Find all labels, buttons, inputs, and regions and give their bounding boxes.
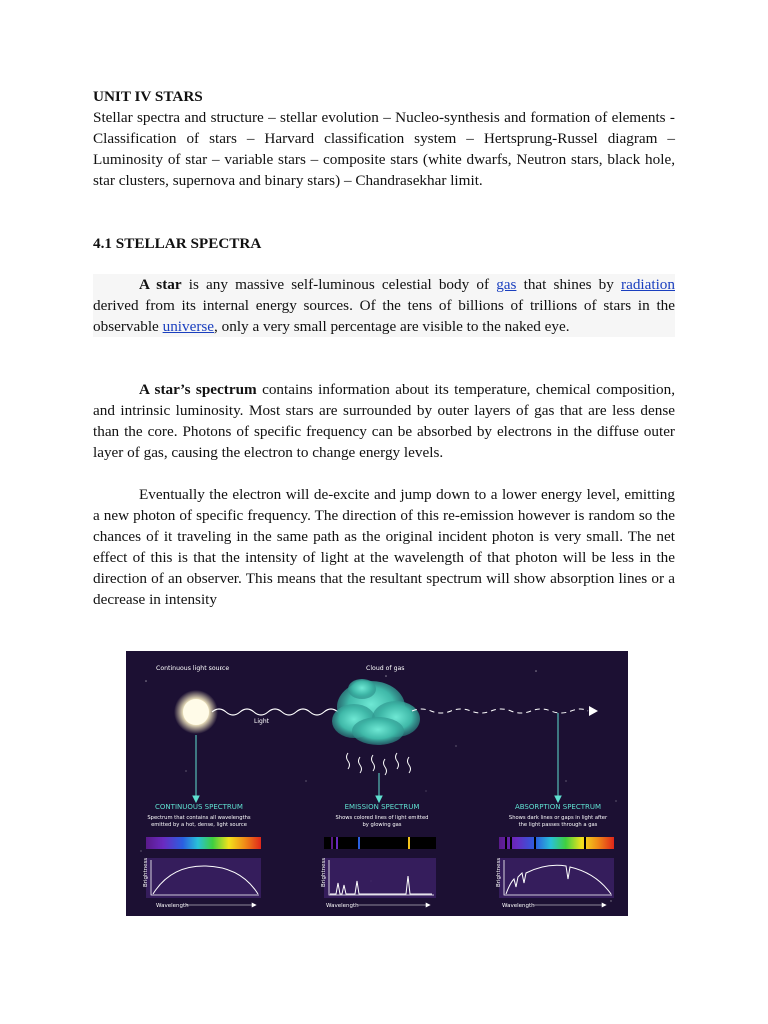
panel-desc-continuous-1: Spectrum that contains all wavelengths <box>147 815 251 821</box>
paragraph-star-definition: A star is any massive self-luminous celestial body of gas that shines by radiation derived from its internal energy sources. Of the tens of billions of trillions of stars in the observable universe, only a very small percentage are visible to the naked eye. <box>93 276 675 335</box>
continuous-spectrum-bar <box>146 837 261 849</box>
absorption-spectrum-bar <box>499 837 614 849</box>
axis-y-absorption: Brightness <box>496 857 502 887</box>
panel-desc-absorption-1: Shows dark lines or gaps in light after <box>508 815 608 821</box>
panel-desc-emission-2: by glowing gas <box>362 822 402 828</box>
panel-desc-absorption-2: the light passes through a gas <box>518 822 598 828</box>
term-star-spectrum: A star’s spectrum <box>139 381 257 398</box>
panel-desc-emission-1: Shows colored lines of light emitted <box>335 815 429 821</box>
link-universe[interactable]: universe <box>162 318 215 335</box>
panel-desc-continuous-2: emitted by a hot, dense, light source <box>151 822 247 828</box>
panel-title-absorption: ABSORPTION SPECTRUM <box>514 803 602 811</box>
light-source-icon <box>183 699 209 725</box>
emission-graph-bg <box>324 858 436 898</box>
light-wave <box>212 709 338 715</box>
gas-cloud-icon <box>332 679 420 745</box>
axis-y-continuous: Brightness <box>143 857 149 887</box>
axis-x-continuous: Wavelength <box>156 903 189 909</box>
arrow-icon <box>589 706 598 716</box>
syllabus-text: Stellar spectra and structure – stellar evolution – Nucleo-synthesis and formation of elements -Classification of stars – Harvard classification system – Hertsprung-Russel diagram – Luminosity of star – variable stars – composite stars (white dwarfs, Neutron stars, black hole, star clusters, supernova and binary stars) – Chandrasekhar limit. <box>93 109 675 189</box>
emission-spectrum-bar <box>324 837 436 849</box>
link-gas[interactable]: gas <box>496 276 517 293</box>
dashed-light-wave <box>412 709 588 713</box>
panel-title-emission: EMISSION SPECTRUM <box>344 803 420 811</box>
axis-x-emission: Wavelength <box>326 903 359 909</box>
unit-title: UNIT IV STARS <box>93 88 203 105</box>
paragraph-re-emission: Eventually the electron will de-excite and jump down to a lower energy level, emitting a new photon of specific frequency. The direction of this re-emission however is random so the chances of it traveling in the same path as the original incident photon is very small. The net effect of this is that the intensity of light at the wavelength of that photon will be less in the direction of an observer. This means that the resultant spectrum will show absorption lines or a decrease in intensity <box>93 486 675 608</box>
light-label: Light <box>254 718 269 725</box>
section-title: 4.1 STELLAR SPECTRA <box>93 235 262 252</box>
absorption-graph-bg <box>499 858 614 898</box>
axis-x-absorption: Wavelength <box>502 903 535 909</box>
term-a-star: A star <box>139 276 182 293</box>
axis-x-arrows <box>186 903 606 907</box>
emission-squiggles <box>347 753 411 775</box>
spectra-figure <box>126 651 628 916</box>
cloud-label: Cloud of gas <box>366 665 405 672</box>
source-label: Continuous light source <box>156 665 230 672</box>
link-radiation[interactable]: radiation <box>621 276 675 293</box>
paragraph-star-spectrum: A star’s spectrum contains information about its temperature, chemical composition, and intrinsic luminosity. Most stars are surrounded by outer layers of gas that are less dense than the core. Photons of specific frequency can be absorbed by electrons in the diffuse outer layer of gas, causing the electron to change energy levels. <box>93 381 676 461</box>
panel-title-continuous: CONTINUOUS SPECTRUM <box>155 803 243 811</box>
axis-y-emission: Brightness <box>321 857 327 887</box>
